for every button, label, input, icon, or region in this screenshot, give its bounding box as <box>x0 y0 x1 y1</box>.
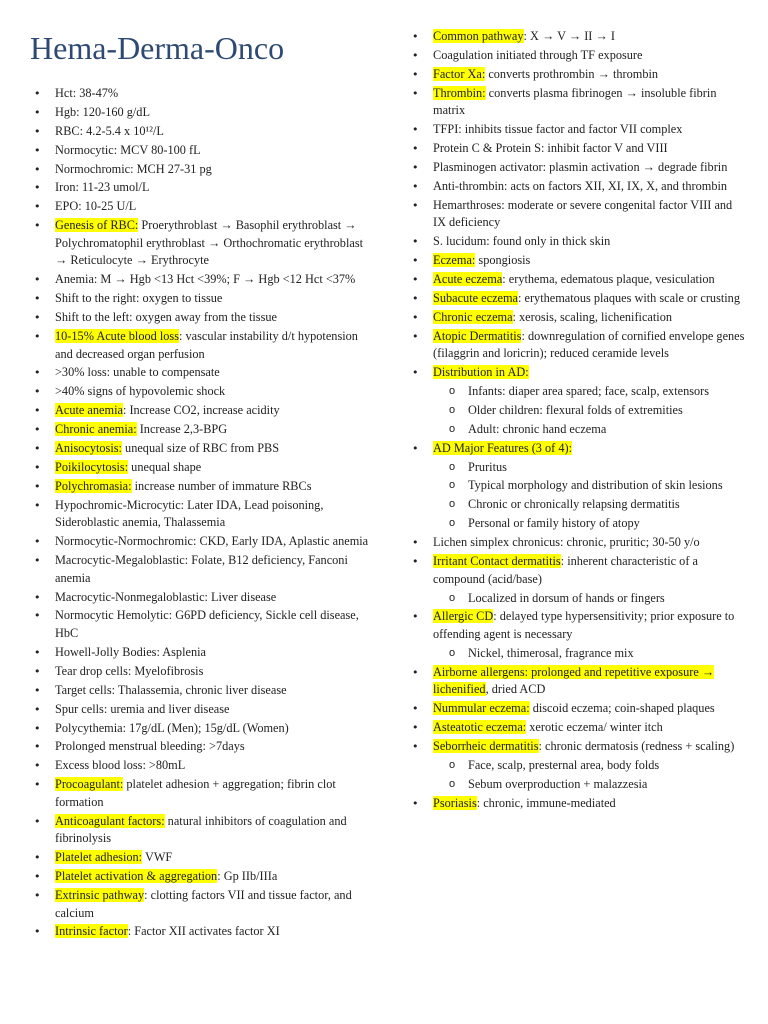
item-text: : delayed type hypersensitivity; prior exposure to offending agent is necessary <box>433 609 735 642</box>
item-text: : inherent characteristic of a compound (acid/base) <box>433 554 698 586</box>
item-text: increase number of immature RBCs <box>131 478 312 493</box>
item-text: Prolonged menstrual bleeding: >7days <box>55 739 245 754</box>
item-text: Spur cells: uremia and liver disease <box>55 701 230 716</box>
list-item <box>34 776 374 811</box>
item-text: Macrocytic-Nonmegaloblastic: Liver disease <box>55 589 277 604</box>
list-item <box>34 161 374 179</box>
item-text: Infants: diaper area spared; face, scalp, extensors <box>468 384 710 399</box>
list-item <box>34 290 374 308</box>
list-item <box>34 738 374 756</box>
item-text: RBC: 4.2-5.4 x 10¹²/L <box>55 123 164 138</box>
list-item <box>34 589 374 607</box>
highlighted-term: Atopic Dermatitis <box>433 328 522 343</box>
list-item <box>412 140 748 158</box>
list-item <box>412 440 748 458</box>
item-text: EPO: 10-25 U/L <box>55 199 137 214</box>
list-item <box>412 47 748 65</box>
list-item <box>34 328 374 363</box>
list-item <box>412 364 748 382</box>
list-item <box>412 271 748 289</box>
list-item <box>34 663 374 681</box>
sub-list-item <box>412 515 748 533</box>
list-item <box>412 252 748 270</box>
item-text: Typical morphology and distribution of skin lesions <box>468 478 723 493</box>
highlighted-term: Anisocytosis: <box>55 441 122 456</box>
list-item <box>412 159 748 177</box>
item-text: Tear drop cells: Myelofibrosis <box>55 663 204 678</box>
list-item <box>34 459 374 477</box>
list-item <box>34 682 374 700</box>
item-text: : downregulation of cornified envelope genes (filaggrin and loricrin); reduced ceramide levels <box>433 328 745 361</box>
list-item <box>34 757 374 775</box>
list-item <box>34 478 374 496</box>
list-item <box>412 309 748 327</box>
item-text: : Factor XII activates factor XI <box>127 924 280 939</box>
highlighted-term: Distribution in AD: <box>433 365 529 380</box>
item-text: Hypochromic-Microcytic: Later IDA, Lead poisoning, Sideroblastic anemia, Thalassemia <box>55 497 324 530</box>
item-text: Coagulation initiated through TF exposure <box>433 47 643 62</box>
list-item <box>412 328 748 363</box>
list-item <box>412 738 748 756</box>
item-text: Excess blood loss: >80mL <box>55 758 186 773</box>
highlighted-term: Platelet adhesion: <box>55 850 143 865</box>
list-item <box>34 123 374 141</box>
item-text: Hgb: 120-160 g/dL <box>55 104 150 119</box>
list-item <box>34 421 374 439</box>
item-text: Target cells: Thalassemia, chronic liver disease <box>55 682 287 697</box>
highlighted-term: AD Major Features (3 of 4): <box>433 440 572 455</box>
item-text: spongiosis <box>475 253 531 268</box>
list-item <box>34 923 374 941</box>
highlighted-term: Procoagulant: <box>55 777 124 792</box>
list-item <box>34 497 374 532</box>
list-item <box>34 309 374 327</box>
item-text: Chronic or chronically relapsing dermatitis <box>468 497 680 512</box>
highlighted-term: Acute eczema <box>433 271 503 286</box>
list-item <box>34 179 374 197</box>
list-item <box>412 233 748 251</box>
sub-list-item <box>412 459 748 477</box>
sub-list-item <box>412 776 748 794</box>
item-text: : xerosis, scaling, lichenification <box>512 309 673 324</box>
list-item <box>34 142 374 160</box>
item-text: Normocytic-Normochromic: CKD, Early IDA, Aplastic anemia <box>55 534 369 549</box>
highlighted-term: Acute anemia <box>55 403 123 418</box>
item-text: xerotic eczema/ winter itch <box>526 720 663 735</box>
item-text: Protein C & Protein S: inhibit factor V and VIII <box>433 141 668 156</box>
item-text: , dried ACD <box>485 682 546 697</box>
item-text: VWF <box>142 850 173 865</box>
sub-list-item <box>412 477 748 495</box>
list-item <box>34 607 374 642</box>
highlighted-term: Factor Xa: <box>433 66 486 81</box>
sub-list-item <box>412 757 748 775</box>
item-text: TFPI: inhibits tissue factor and factor VII complex <box>433 122 683 137</box>
item-text: Proerythroblast → Basophil erythroblast → Polychromatophil erythroblast → Orthochromatic erythroblast → Reticulocyte → Erythrocyte <box>55 218 364 268</box>
list-item <box>412 553 748 588</box>
item-text: : erythematous plaques with scale or crusting <box>518 290 740 305</box>
item-text: >40% signs of hypovolemic shock <box>55 384 226 399</box>
list-item <box>412 66 748 84</box>
highlighted-term: Common pathway <box>433 29 524 43</box>
list-item <box>412 795 748 813</box>
sub-list-item <box>412 383 748 401</box>
list-item <box>412 664 748 699</box>
item-text: unequal shape <box>128 459 202 474</box>
list-item <box>412 719 748 737</box>
highlighted-term: Anticoagulant factors: <box>55 813 165 828</box>
item-text: Face, scalp, presternal area, body folds <box>468 757 660 772</box>
item-text: Normocytic: MCV 80-100 fL <box>55 142 201 157</box>
item-text: Nickel, thimerosal, fragrance mix <box>468 645 634 660</box>
item-text: Older children: flexural folds of extremities <box>468 402 683 417</box>
highlighted-term: Polychromasia: <box>55 478 132 493</box>
item-text: converts prothrombin → thrombin <box>485 66 659 81</box>
item-text: unequal size of RBC from PBS <box>121 441 280 456</box>
list-item <box>34 868 374 886</box>
sub-list-item <box>412 645 748 663</box>
highlighted-term: 10-15% Acute blood loss <box>55 328 179 343</box>
highlighted-term: Irritant Contact dermatitis <box>433 554 561 569</box>
list-item <box>412 608 748 643</box>
highlighted-term: Eczema: <box>433 253 476 268</box>
item-text: Macrocytic-Megaloblastic: Folate, B12 deficiency, Fanconi anemia <box>55 553 348 585</box>
list-item <box>412 290 748 308</box>
highlighted-term: Thrombin: <box>433 85 486 100</box>
item-text: Normocytic Hemolytic: G6PD deficiency, Sickle cell disease, HbC <box>55 608 359 641</box>
item-text: Hemarthroses: moderate or severe congenital factor VIII and IX deficiency <box>433 197 733 230</box>
item-text: : X → V → II → I <box>523 29 615 43</box>
item-text: : chronic, immune-mediated <box>476 795 616 810</box>
list-item <box>412 85 748 120</box>
item-text: Increase 2,3-BPG <box>136 422 228 437</box>
item-text: S. lucidum: found only in thick skin <box>433 234 611 249</box>
item-text: : chronic dermatosis (redness + scaling) <box>538 739 735 754</box>
item-text: Anemia: M → Hgb <13 Hct <39%; F → Hgb <12 Hct <37% <box>55 272 356 287</box>
highlighted-term: Seborrheic dermatitis <box>433 739 539 754</box>
list-item <box>34 644 374 662</box>
item-text: Sebum overproduction + malazzesia <box>468 776 648 791</box>
sub-list-item <box>412 421 748 439</box>
sub-list-item <box>412 590 748 608</box>
highlighted-term: Chronic anemia: <box>55 422 137 437</box>
list-item <box>412 197 748 232</box>
list-item <box>412 178 748 196</box>
item-text: converts plasma fibrinogen → insoluble fibrin matrix <box>433 85 717 118</box>
item-text: Pruritus <box>468 459 507 474</box>
item-text: Howell-Jolly Bodies: Asplenia <box>55 644 206 659</box>
item-text: discoid eczema; coin-shaped plaques <box>529 701 715 716</box>
sub-list-item <box>412 496 748 514</box>
item-text: Anti-thrombin: acts on factors XII, XI, IX, X, and thrombin <box>433 178 728 193</box>
item-text: Plasminogen activator: plasmin activation → degrade fibrin <box>433 159 728 174</box>
item-text: platelet adhesion + aggregation; fibrin clot formation <box>55 777 336 809</box>
item-text: Hct: 38-47% <box>55 86 119 100</box>
item-text: : Increase CO2, increase acidity <box>122 403 280 418</box>
item-text: : erythema, edematous plaque, vesiculation <box>502 271 715 286</box>
highlighted-term: Poikilocytosis: <box>55 459 129 474</box>
list-item <box>412 700 748 718</box>
highlighted-term: Nummular eczema: <box>433 701 530 716</box>
highlighted-term: Platelet activation & aggregation <box>55 869 218 884</box>
highlighted-term: Psoriasis <box>433 795 477 810</box>
item-text: Shift to the right: oxygen to tissue <box>55 291 223 306</box>
item-text: Localized in dorsum of hands or fingers <box>468 590 665 605</box>
highlighted-term: Allergic CD <box>433 609 494 624</box>
item-text: natural inhibitors of coagulation and fibrinolysis <box>55 813 347 846</box>
left-column-list <box>34 85 374 942</box>
highlighted-term: Extrinsic pathway <box>55 887 145 902</box>
page-title: Hema-Derma-Onco <box>30 30 285 66</box>
highlighted-term: Chronic eczema <box>433 309 513 324</box>
list-item <box>412 28 748 46</box>
list-item <box>34 552 374 587</box>
list-item <box>34 364 374 382</box>
item-text: Lichen simplex chronicus: chronic, pruritic; 30-50 y/o <box>433 535 700 550</box>
sub-list-item <box>412 402 748 420</box>
item-text: >30% loss: unable to compensate <box>55 365 220 380</box>
list-item <box>34 383 374 401</box>
list-item <box>34 440 374 458</box>
list-item <box>34 198 374 216</box>
item-text: Personal or family history of atopy <box>468 516 640 531</box>
list-item <box>34 533 374 551</box>
highlighted-term: Airborne allergens: prolonged and repetitive exposure → lichenified <box>433 664 715 697</box>
item-text: Iron: 11-23 umol/L <box>55 180 150 195</box>
item-text: Normochromic: MCH 27-31 pg <box>55 161 212 176</box>
list-item <box>34 849 374 867</box>
item-text: : vascular instability d/t hypotension and decreased organ perfusion <box>55 328 358 361</box>
highlighted-term: Asteatotic eczema: <box>433 720 527 735</box>
highlighted-term: Subacute eczema <box>433 290 519 305</box>
list-item <box>34 720 374 738</box>
list-item <box>34 85 374 103</box>
list-item <box>34 402 374 420</box>
list-item <box>34 271 374 289</box>
highlighted-term: Intrinsic factor <box>55 924 128 939</box>
item-text: : clotting factors VII and tissue factor, and calcium <box>55 887 352 920</box>
list-item <box>412 534 748 552</box>
list-item <box>34 217 374 270</box>
list-item <box>34 813 374 848</box>
list-item <box>34 701 374 719</box>
item-text: Shift to the left: oxygen away from the tissue <box>55 310 277 325</box>
list-item <box>412 121 748 139</box>
right-column-list <box>412 28 748 814</box>
item-text: Polycythemia: 17g/dL (Men); 15g/dL (Women) <box>55 720 289 735</box>
item-text: Adult: chronic hand eczema <box>468 421 607 436</box>
item-text: : Gp IIb/IIIa <box>217 869 278 884</box>
list-item <box>34 104 374 122</box>
list-item <box>34 887 374 922</box>
highlighted-term: Genesis of RBC: <box>55 218 139 233</box>
